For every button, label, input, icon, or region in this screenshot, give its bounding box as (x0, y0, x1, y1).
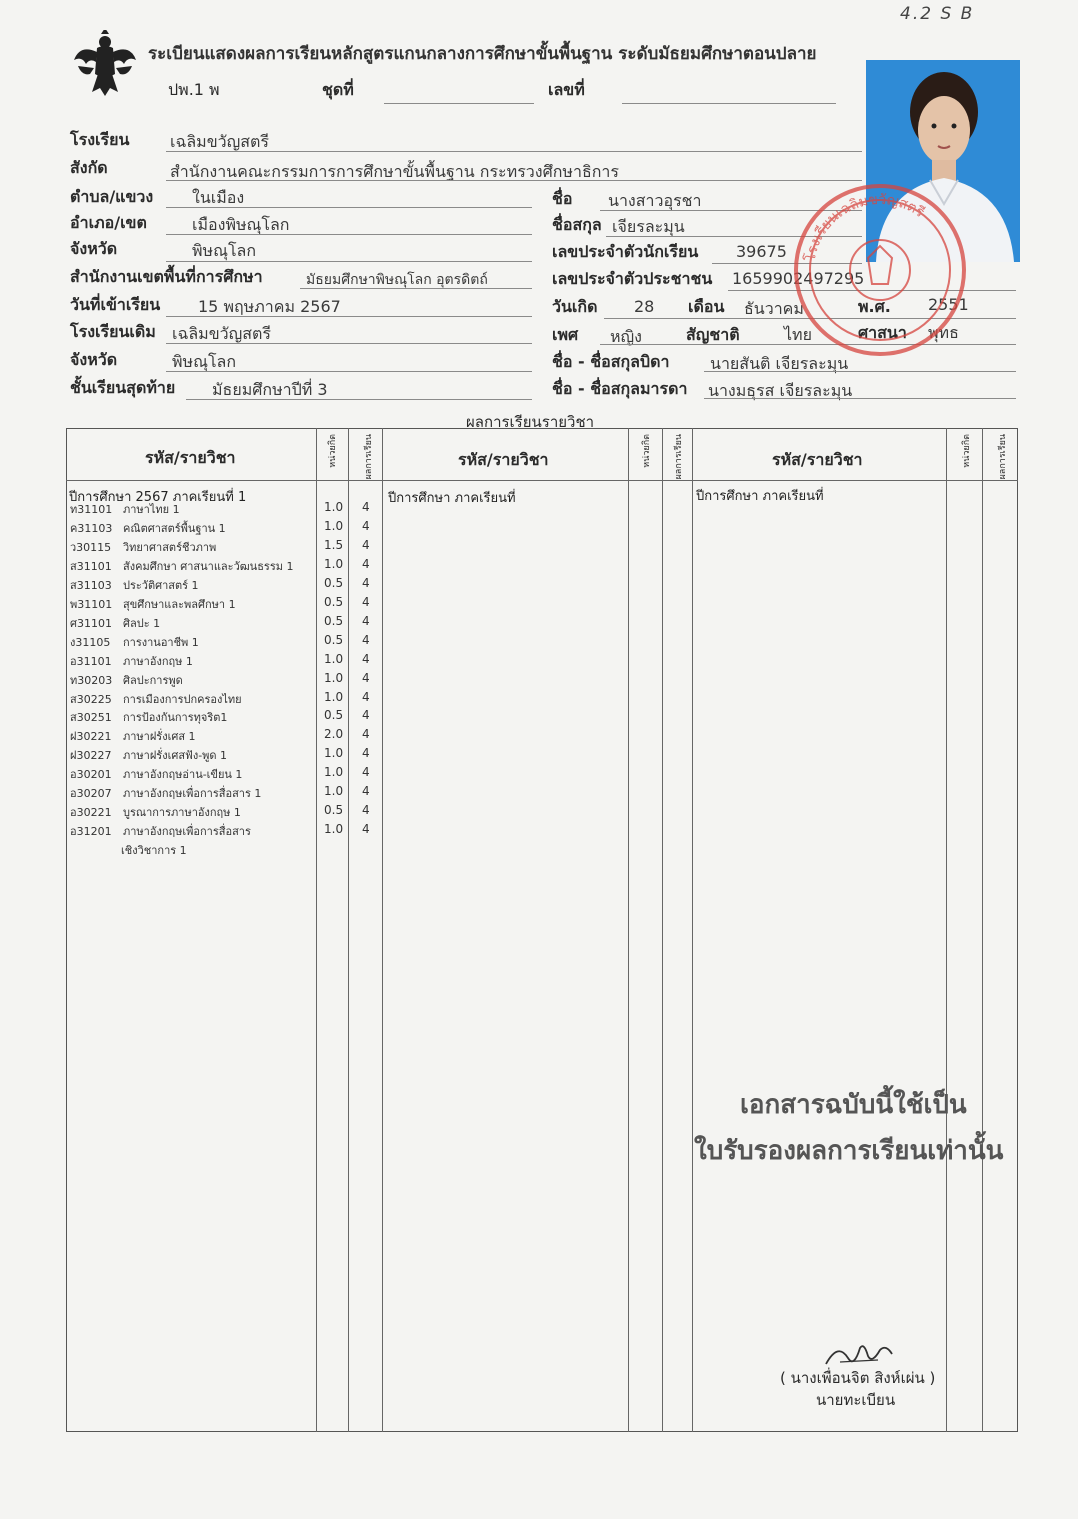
row-subject-name: ภาษาไทย 1 (123, 503, 180, 516)
student-id-label: เลขประจำตัวนักเรียน (552, 242, 699, 261)
row-credit: 1.0 (324, 689, 344, 704)
row-grade: 4 (362, 803, 370, 818)
district-line (166, 234, 532, 235)
col-grade-header-3: ผลการเรียน (998, 434, 1008, 480)
prev-province-label: จังหวัด (70, 350, 118, 369)
row-subject-code: อ30221 (70, 806, 112, 820)
row-subject-name: ภาษาฝรั่งเศส 1 (123, 730, 196, 744)
school-value: เฉลิมขวัญสตรี (170, 132, 270, 151)
row-credit: 0.5 (324, 575, 344, 590)
row-subject-name: บูรณาการภาษาอังกฤษ 1 (123, 806, 241, 820)
row-subject-code: ส31101 (70, 559, 112, 573)
row-credit: 1.5 (324, 537, 344, 552)
col-line (628, 428, 629, 1432)
row-grade: 4 (362, 537, 370, 552)
row-credit: 1.0 (324, 670, 344, 685)
row-subject-code: อ30201 (70, 768, 112, 782)
school-line (166, 151, 862, 152)
row-grade: 4 (362, 670, 370, 685)
row-credit: 0.5 (324, 594, 344, 609)
school-seal-stamp-icon (790, 180, 970, 360)
garuda-emblem-icon (72, 30, 138, 100)
row-subject-name: ภาษาอังกฤษ 1 (123, 654, 193, 668)
row-credit: 0.5 (324, 708, 344, 723)
col-subject-header-2: รหัส/รายวิชา (458, 450, 549, 469)
term-header-3: ปีการศึกษา ภาคเรียนที่ (696, 489, 824, 504)
row-credit: 0.5 (324, 803, 344, 818)
row-grade: 4 (362, 556, 370, 571)
row-subject-name: สุขศึกษาและพลศึกษา 1 (123, 597, 236, 611)
certification-line-2: ใบรับรองผลการเรียนเท่านั้น (694, 1136, 1004, 1166)
col-line (946, 428, 947, 1432)
number-line (622, 103, 836, 104)
prev-school-value: เฉลิมขวัญสตรี (172, 324, 272, 343)
row-subject-code: ท30203 (70, 673, 113, 687)
affiliation-label: สังกัด (70, 158, 108, 177)
col-grade-header-2: ผลการเรียน (674, 434, 684, 480)
col-line (662, 428, 663, 1432)
doc-code: ปพ.1 พ (168, 80, 220, 99)
stamp-text: โรงเรียนเฉลิมขวัญสตรี (802, 191, 928, 263)
name-label: ชื่อ (552, 189, 573, 208)
religion-value: พุทธ (928, 323, 959, 342)
col-credit-header-2: หน่วยกิต (642, 434, 652, 468)
sex-value: หญิง (610, 327, 642, 346)
col-credit-header-1: หน่วยกิต (328, 434, 338, 468)
citizen-id-value: 1659902497295 (732, 269, 865, 288)
row-subject-name: ศิลปะการพูด (123, 673, 183, 687)
mother-label: ชื่อ - ชื่อสกุลมารดา (552, 379, 688, 398)
district-label: อำเภอ/เขต (70, 213, 147, 232)
table-header-divider (66, 480, 1018, 481)
row-grade: 4 (362, 613, 370, 628)
row-subject-name: ภาษาอังกฤษอ่าน-เขียน 1 (123, 768, 243, 782)
row-credit: 1.0 (324, 746, 344, 761)
row-grade: 4 (362, 594, 370, 609)
row-subject-code: ส31103 (70, 578, 112, 592)
row-credit: 0.5 (324, 613, 344, 628)
prev-province-value: พิษณุโลก (172, 352, 237, 371)
row-subject-code: อ31201 (70, 825, 112, 839)
row-subject-name: ศิลปะ 1 (123, 616, 161, 630)
grades-table (66, 428, 1018, 1432)
surname-value: เจียรละมุน (612, 217, 685, 236)
row-subject-name: การงานอาชีพ 1 (123, 635, 199, 649)
month-label: เดือน (688, 297, 725, 316)
row-grade: 4 (362, 632, 370, 647)
affiliation-line (166, 180, 862, 181)
enroll-date-value: 15 พฤษภาคม 2567 (198, 297, 341, 316)
province-value: พิษณุโลก (192, 241, 257, 260)
col-line (316, 428, 317, 1432)
citizen-id-label: เลขประจำตัวประชาชน (552, 269, 713, 288)
registrar-title: นายทะเบียน (816, 1391, 896, 1409)
row-credit: 1.0 (324, 518, 344, 533)
row-subject-code: ส30251 (70, 711, 112, 725)
row-grade: 4 (362, 784, 370, 799)
section-title: ผลการเรียนรายวิชา (466, 413, 595, 431)
province-label: จังหวัด (70, 239, 118, 258)
subdistrict-line (166, 207, 532, 208)
row-subject-name: ประวัติศาสตร์ 1 (123, 578, 199, 592)
row-credit: 0.5 (324, 632, 344, 647)
school-label: โรงเรียน (70, 130, 130, 149)
row-credit: 1.0 (324, 765, 344, 780)
row-grade: 4 (362, 575, 370, 590)
row-subject-code: ว30115 (70, 540, 112, 554)
province-line (166, 261, 532, 262)
set-line (384, 103, 534, 104)
row-subject-name: ภาษาอังกฤษเพื่อการสื่อสาร 1 (123, 787, 262, 801)
prev-school-line (166, 343, 532, 344)
row-grade: 4 (362, 765, 370, 780)
area-office-value: มัธยมศึกษาพิษณุโลก อุตรดิตถ์ (306, 272, 488, 288)
year-label: พ.ศ. (858, 297, 891, 316)
col-grade-header-1: ผลการเรียน (364, 434, 374, 480)
birth-month: ธันวาคม (744, 299, 804, 318)
birth-year: 2551 (928, 295, 969, 314)
religion-label: ศาสนา (858, 323, 907, 342)
row-grade: 4 (362, 708, 370, 723)
col-line (348, 428, 349, 1432)
father-value: นายสันติ เจียรละมุน (710, 354, 849, 373)
row-subject-code: ง31105 (70, 635, 111, 649)
row-grade: 4 (362, 651, 370, 666)
area-office-line (300, 288, 532, 289)
col-subject-header-3: รหัส/รายวิชา (772, 450, 863, 469)
birth-day: 28 (634, 297, 655, 316)
row-credit: 1.0 (324, 500, 344, 514)
row-subject-code: ค31103 (70, 521, 113, 535)
col-line (982, 428, 983, 1432)
student-id-value: 39675 (736, 242, 787, 261)
prev-school-label: โรงเรียนเดิม (70, 322, 156, 341)
row-subject-code: ส30225 (70, 692, 112, 706)
number-label: เลขที่ (548, 80, 585, 99)
area-office-label: สำนักงานเขตพื้นที่การศึกษา (70, 267, 263, 286)
row-subject-code: ท31101 (70, 503, 113, 516)
col-line (382, 428, 383, 1432)
corner-note: 4.2 S B (900, 4, 975, 24)
mother-line (704, 398, 1016, 399)
registrar-name: ( นางเพื่อนจิต สิงห์เผ่น ) (780, 1369, 936, 1387)
row-subject-name: สังคมศึกษา ศาสนาและวัฒนธรรม 1 (123, 559, 294, 573)
enroll-date-line (166, 316, 532, 317)
last-grade-label: ชั้นเรียนสุดท้าย (70, 378, 176, 397)
subdistrict-value: ในเมือง (192, 188, 245, 207)
subdistrict-label: ตำบล/แขวง (70, 187, 154, 206)
row-subject-code: อ31101 (70, 654, 112, 668)
row-credit: 1.0 (324, 556, 344, 571)
row-grade: 4 (362, 518, 370, 533)
nationality-value: ไทย (784, 325, 812, 344)
document-title: ระเบียนแสดงผลการเรียนหลักสูตรแกนกลางการศึกษาขั้นพื้นฐาน ระดับมัธยมศึกษาตอนปลาย (148, 44, 817, 64)
row-subject-name: วิทยาศาสตร์ชีวภาพ (123, 540, 217, 554)
row-credit: 2.0 (324, 727, 344, 742)
row-grade: 4 (362, 500, 370, 514)
surname-label: ชื่อสกุล (552, 215, 602, 234)
district-value: เมืองพิษณุโลก (192, 215, 290, 234)
col-subject-header-1: รหัส/รายวิชา (145, 448, 236, 467)
row-credit: 1.0 (324, 784, 344, 799)
svg-text:โรงเรียนเฉลิมขวัญสตรี (802, 192, 928, 263)
name-value: นางสาวอุรชา (608, 191, 702, 210)
birth-label: วันเกิด (552, 297, 598, 316)
row-subject-name: ภาษาฝรั่งเศสฟัง-พูด 1 (123, 749, 228, 763)
row-subject-code: ฝ30227 (70, 749, 112, 763)
last-row-continuation: เชิงวิชาการ 1 (121, 844, 187, 857)
last-grade-value: มัธยมศึกษาปีที่ 3 (212, 380, 328, 399)
row-subject-name: การเมืองการปกครองไทย (123, 692, 242, 706)
row-credit: 1.0 (324, 651, 344, 666)
certification-line-1: เอกสารฉบับนี้ใช้เป็น (740, 1090, 967, 1120)
row-subject-code: อ30207 (70, 787, 112, 801)
term-header-2: ปีการศึกษา ภาคเรียนที่ (388, 491, 516, 506)
father-label: ชื่อ - ชื่อสกุลบิดา (552, 352, 670, 371)
prev-province-line (166, 371, 532, 372)
sex-label: เพศ (552, 325, 579, 344)
last-grade-line (186, 399, 532, 400)
row-subject-name: คณิตศาสตร์พื้นฐาน 1 (123, 521, 226, 535)
row-subject-name: การป้องกันการทุจริต1 (123, 711, 228, 725)
set-label: ชุดที่ (322, 80, 354, 99)
mother-value: นางมธุรส เจียรละมุน (708, 381, 853, 400)
col-line (692, 428, 693, 1432)
affiliation-value: สำนักงานคณะกรรมการการศึกษาขั้นพื้นฐาน กระทรวงศึกษาธิการ (170, 162, 619, 181)
row-subject-code: ศ31101 (70, 616, 112, 630)
row-grade: 4 (362, 689, 370, 704)
father-line (704, 371, 1016, 372)
row-grade: 4 (362, 822, 370, 837)
row-subject-code: ฝ30221 (70, 730, 112, 744)
row-subject-code: พ31101 (70, 597, 113, 611)
row-grade: 4 (362, 746, 370, 761)
row-subject-name: ภาษาอังกฤษเพื่อการสื่อสาร (123, 825, 251, 839)
row-credit: 1.0 (324, 822, 344, 837)
term-header-1: ปีการศึกษา 2567 ภาคเรียนที่ 1 (69, 490, 247, 505)
nationality-label: สัญชาติ (686, 325, 740, 344)
col-credit-header-3: หน่วยกิต (962, 434, 972, 468)
enroll-date-label: วันที่เข้าเรียน (70, 295, 161, 314)
row-grade: 4 (362, 727, 370, 742)
